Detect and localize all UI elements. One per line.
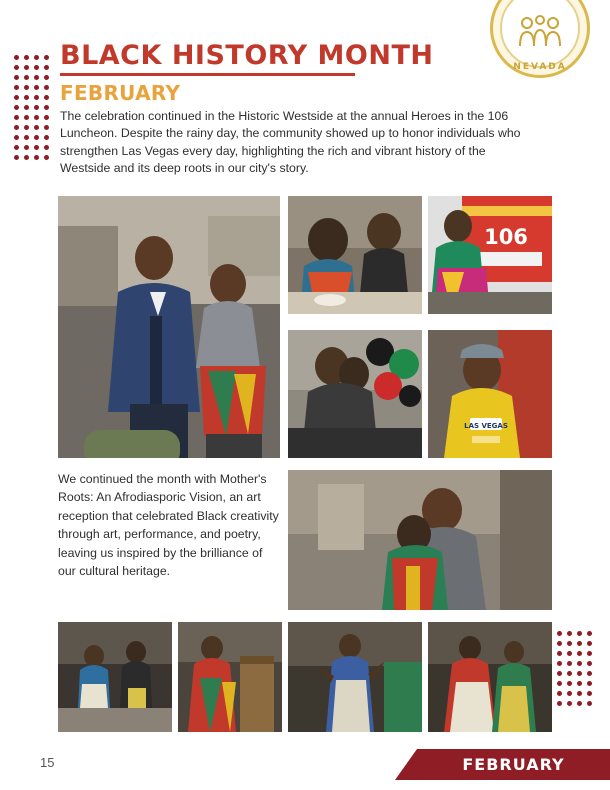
photo-dancer-red-green-dress: [178, 622, 282, 732]
decorative-dot: [557, 691, 562, 696]
decorative-dot: [14, 155, 19, 160]
decorative-dot: [567, 681, 572, 686]
decorative-dot: [577, 661, 582, 666]
decorative-dot: [557, 641, 562, 646]
decorative-dot: [44, 145, 49, 150]
decorative-dot: [557, 631, 562, 636]
decorative-dot: [34, 65, 39, 70]
decorative-dot: [577, 681, 582, 686]
decorative-dot: [24, 145, 29, 150]
decorative-dot: [577, 701, 582, 706]
decorative-dot: [587, 651, 592, 656]
decorative-dot: [567, 671, 572, 676]
decorative-dot: [557, 681, 562, 686]
decorative-dot: [577, 651, 582, 656]
decorative-dot: [34, 105, 39, 110]
decorative-dot: [567, 701, 572, 706]
decorative-dot: [577, 671, 582, 676]
decorative-dot: [24, 75, 29, 80]
photo-dancers-stage-one: [58, 622, 172, 732]
photo-embrace-with-balloons: [288, 330, 422, 458]
decorative-dot: [577, 641, 582, 646]
photo-dancers-stage-two: [288, 622, 422, 732]
decorative-dot: [44, 105, 49, 110]
page-title: BLACK HISTORY MONTH: [60, 40, 434, 71]
decorative-dot: [567, 651, 572, 656]
decorative-dot: [14, 85, 19, 90]
decorative-dot: [24, 55, 29, 60]
decorative-dot: [14, 135, 19, 140]
decorative-dot: [24, 115, 29, 120]
title-underline: [60, 73, 355, 76]
decorative-dot: [14, 115, 19, 120]
decorative-dot: [14, 95, 19, 100]
decorative-dot-grid-left: [14, 55, 49, 160]
decorative-dot: [14, 65, 19, 70]
page-header: [60, 42, 433, 105]
family-icon: [518, 14, 562, 54]
decorative-dot: [577, 691, 582, 696]
decorative-dot: [557, 651, 562, 656]
decorative-dot: [587, 661, 592, 666]
decorative-dot: [34, 75, 39, 80]
decorative-dot: [24, 95, 29, 100]
decorative-dot: [587, 691, 592, 696]
decorative-dot: [34, 115, 39, 120]
clark-county-logo: [482, 0, 598, 96]
decorative-dot: [24, 105, 29, 110]
decorative-dot: [34, 135, 39, 140]
svg-text:106: 106: [484, 225, 528, 249]
photo-man-and-honoree-with-award: [58, 196, 280, 458]
page-number: 15: [40, 755, 55, 770]
decorative-dot: [24, 155, 29, 160]
decorative-dot: [567, 641, 572, 646]
decorative-dot: [14, 75, 19, 80]
photo-reception-hug: [288, 470, 552, 610]
decorative-dot: [14, 125, 19, 130]
decorative-dot: [587, 631, 592, 636]
photo-dancers-stage-three: [428, 622, 552, 732]
decorative-dot: [44, 85, 49, 90]
decorative-dot: [587, 641, 592, 646]
decorative-dot: [577, 631, 582, 636]
decorative-dot: [44, 155, 49, 160]
decorative-dot: [557, 701, 562, 706]
photo-luncheon-guests-table: [288, 196, 422, 314]
intro-paragraph: The celebration continued in the Historic Westside at the annual Heroes in the 106 Luncheon. Despite the rainy day, the community showed up to honor individuals who strengthen Las Vegas every day, highlighting the rich and vibrant history of the Westside and its deep roots in our city's story.: [60, 109, 521, 176]
photo-woman-yellow-las-vegas-jacket: [428, 330, 552, 458]
decorative-dot: [34, 85, 39, 90]
decorative-dot: [24, 135, 29, 140]
decorative-dot: [34, 55, 39, 60]
page-subtitle: FEBRUARY: [60, 81, 181, 106]
decorative-dot: [24, 65, 29, 70]
decorative-dot: [587, 671, 592, 676]
decorative-dot: [34, 145, 39, 150]
decorative-dot: [567, 661, 572, 666]
decorative-dot: [34, 125, 39, 130]
logo-bottom-label: NEVADA: [513, 62, 567, 72]
decorative-dot: [567, 631, 572, 636]
decorative-dot: [34, 155, 39, 160]
mid-paragraph: We continued the month with Mother's Roots: An Afrodiasporic Vision, an art reception that celebrated Black creativity through art, performance, and poetry, leaving us inspired by the brilliance of our cultural heritage.: [58, 472, 279, 579]
decorative-dot: [557, 671, 562, 676]
decorative-dot: [44, 135, 49, 140]
svg-text:LAS VEGAS: LAS VEGAS: [464, 422, 508, 430]
decorative-dot: [34, 95, 39, 100]
decorative-dot: [44, 125, 49, 130]
decorative-dot: [44, 115, 49, 120]
decorative-dot: [44, 95, 49, 100]
decorative-dot: [24, 125, 29, 130]
footer-month-label: FEBRUARY: [462, 755, 565, 774]
decorative-dot: [14, 145, 19, 150]
decorative-dot: [587, 701, 592, 706]
decorative-dot: [567, 691, 572, 696]
photo-honoree-by-heroes-106-sign: [428, 196, 552, 314]
decorative-dot: [557, 661, 562, 666]
decorative-dot: [14, 55, 19, 60]
footer-month-tab: [417, 749, 610, 780]
decorative-dot: [587, 681, 592, 686]
decorative-dot: [24, 85, 29, 90]
decorative-dot: [44, 55, 49, 60]
decorative-dot: [44, 65, 49, 70]
decorative-dot: [14, 105, 19, 110]
decorative-dot: [44, 75, 49, 80]
